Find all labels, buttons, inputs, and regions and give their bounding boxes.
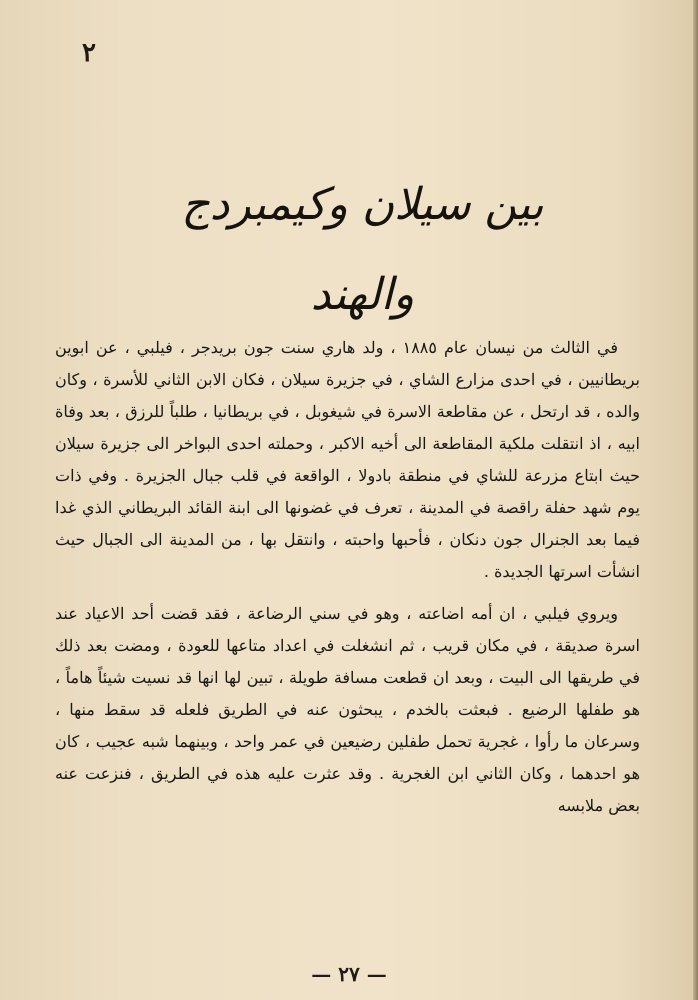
chapter-title: بين سيلان وكيمبردج والهند (181, 179, 544, 320)
page-number: — ٢٧ — (311, 962, 387, 986)
page-edge (693, 0, 698, 1000)
paragraph: في الثالث من نيسان عام ١٨٨٥ ، ولد هاري سنت جون بريدجر ، فيلبي ، عن ابوين بريطانيين ، في احدى مزارع الشاي ، في جزيرة سيلان ، فكان الابن الثاني للأسرة ، وكان والده ، قد ارتحل ، عن مقاطعة الاسرة في شيغوبل ، في بريطانيا ، طلباً للرزق ، بعد وفاة ابيه ، اذ انتقلت ملكية المقاطعة الى أخيه الاكبر ، وحملته احدى البواخر الى جزيرة سيلان حيث ابتاع مزرعة للشاي في منطقة بادولا ، الواقعة في قلب جبال الجزيرة . وفي ذات يوم شهد حفلة راقصة في المدينة ، تعرف في غضونها الى ابنة القائد البريطاني الذي غدا فيما بعد الجنرال جون دنكان ، فأحبها واحبته ، وانتقل بها ، من المدينة الى الجبال حيث انشأت اسرتها الجديدة . (55, 338, 641, 581)
paragraph: ويروي فيلبي ، ان أمه اضاعته ، وهو في سني الرضاعة ، فقد قضت أحد الاعياد عند اسرة صديقة ، في مكان قريب ، ثم انشغلت في اعداد متاعها للعودة ، ومضت بعد ذلك في طريقها الى البيت ، وبعد ان قطعت مسافة طويلة ، تبين لها انها قد نسيت شيئاً هاماً ، هو طفلها الرضيع . فبعثت بالخدم ، يبحثون عنه في الطريق فلعله قد سقط منها ، وسرعان ما رأوا ، غجرية تحمل طفلين رضيعين في عمر واحد ، وبينهما شبه عجيب ، كان هو احدهما ، وكان الثاني ابن الغجرية . وقد عثرت عليه هذه في الطريق ، فنزعت عنه بعض ملابسه (55, 604, 641, 815)
chapter-number: ٢ (82, 38, 96, 68)
body-text (55, 332, 640, 822)
